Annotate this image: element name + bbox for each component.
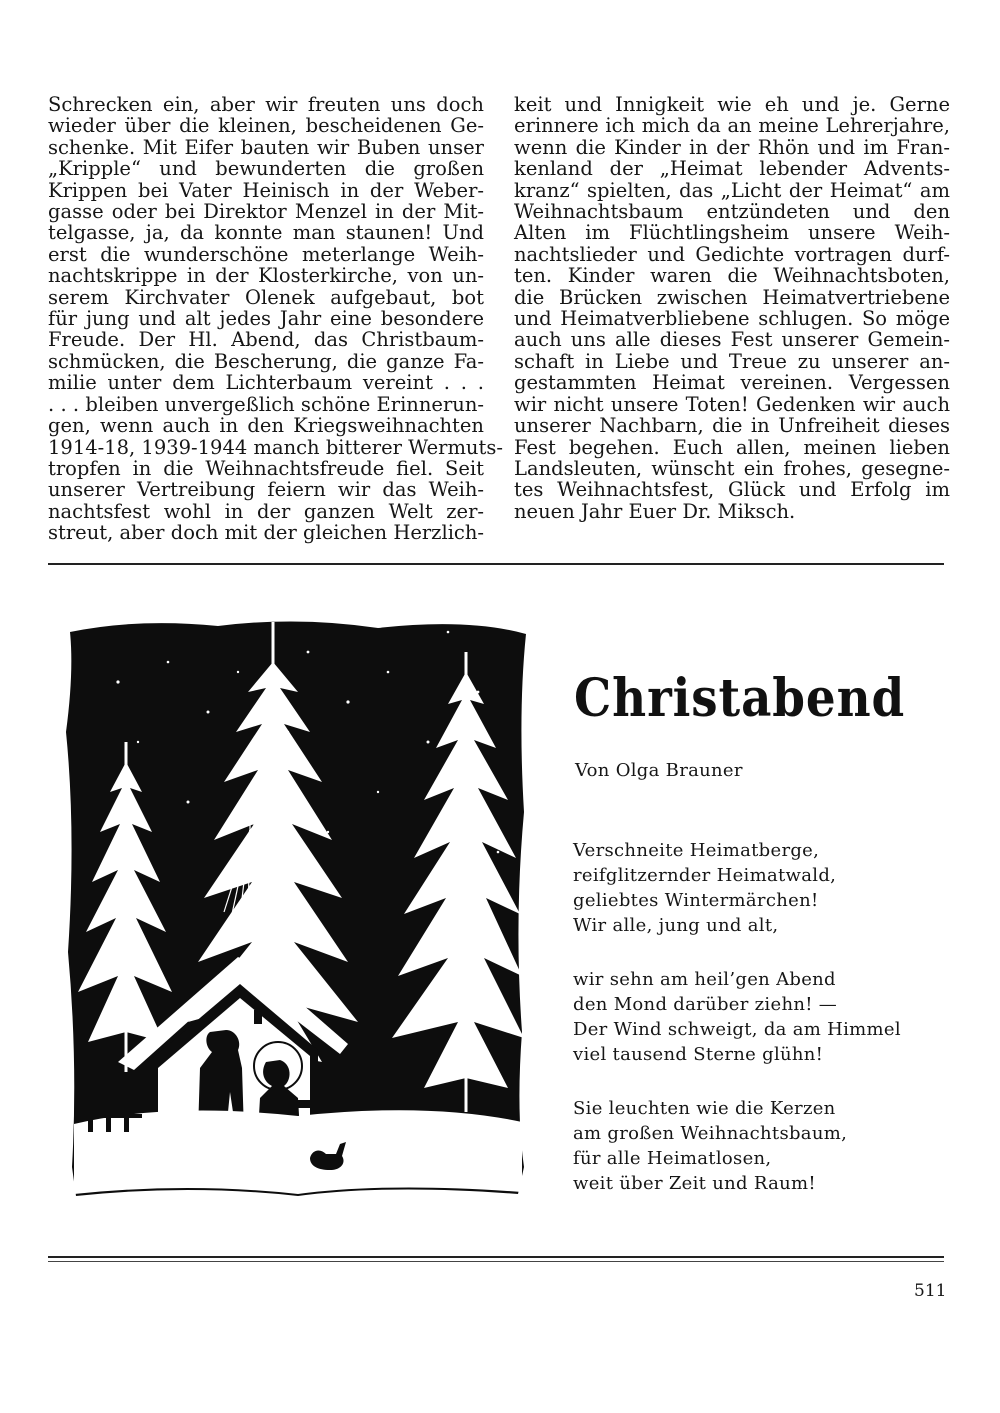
text-line: erinnere ich mich da an meine Lehrerjahre,	[514, 114, 950, 138]
text-line: nachtskrippe in der Klosterkirche, von un-	[48, 264, 484, 288]
poem-stanza	[573, 838, 836, 938]
text-line: auch uns alle dieses Fest unserer Gemein-	[514, 328, 950, 352]
text-line: die Brücken zwischen Heimatvertriebene	[514, 285, 950, 309]
poem-line: am großen Weihnachtsbaum,	[573, 1123, 848, 1144]
text-line: unserer Vertreibung feiern wir das Weih-	[48, 478, 484, 502]
bottom-divider	[48, 1256, 944, 1258]
snow-ground	[74, 1110, 522, 1194]
article-left-column	[48, 93, 503, 545]
text-line: milie unter dem Lichterbaum vereint . . .	[48, 371, 484, 395]
text-line: wir nicht unsere Toten! Gedenken wir auch	[514, 392, 950, 416]
nativity-silhouette-icon	[48, 592, 548, 1212]
text-line: gasse oder bei Direktor Menzel in der Mit-	[48, 200, 484, 224]
poem-line: weit über Zeit und Raum!	[573, 1173, 816, 1194]
text-line: keit und Innigkeit wie eh und je. Gerne	[514, 93, 950, 116]
text-line: Alten im Flüchtlingsheim unsere Weih-	[514, 221, 950, 245]
text-line: tes Weihnachtsfest, Glück und Erfolg im	[514, 478, 950, 502]
text-line: telgasse, ja, da konnte man staunen! Und	[48, 221, 484, 245]
text-line: neuen Jahr Euer Dr. Miksch.	[514, 499, 796, 523]
text-line: unserer Nachbarn, die in Unfreiheit dieses	[514, 414, 950, 438]
poem-line: Verschneite Heimatberge,	[573, 840, 820, 861]
text-line: nachtsfest wohl in der ganzen Welt zer-	[48, 499, 484, 523]
poem-stanza	[573, 967, 901, 1067]
text-line: wieder über die kleinen, bescheidenen Ge-	[48, 114, 484, 138]
text-line: tropfen in die Weihnachtsfreude fiel. Seit	[48, 456, 484, 480]
text-line: Weihnachtsbaum entzündeten und den	[514, 200, 950, 224]
poem-title: Christabend	[574, 668, 906, 729]
text-line: und Heimatverbliebene schlugen. So möge	[514, 307, 950, 331]
text-line: . . . bleiben unvergeßlich schöne Erinnerun-	[48, 392, 484, 416]
text-line: gen, wenn auch in den Kriegsweihnachten	[48, 414, 484, 438]
text-line: erst die wunderschöne meterlange Weih-	[48, 242, 484, 266]
bottom-divider-thin	[48, 1261, 944, 1262]
poem-stanza	[573, 1096, 847, 1196]
text-line: Krippen bei Vater Heinisch in der Weber-	[48, 178, 484, 202]
poem-line: Der Wind schweigt, da am Himmel	[573, 1019, 901, 1040]
poem-line: reifglitzernder Heimatwald,	[573, 865, 837, 886]
text-line: schmücken, die Bescherung, die ganze Fa-	[48, 349, 484, 373]
text-line: streut, aber doch mit der gleichen Herzlich-	[48, 521, 484, 545]
text-line: kenland der „Heimat lebender Advents-	[514, 157, 950, 181]
text-line: ten. Kinder waren die Weihnachtsboten,	[514, 264, 950, 288]
poem-line: geliebtes Wintermärchen!	[573, 890, 819, 911]
poem-line: viel tausend Sterne glühn!	[573, 1044, 824, 1065]
text-line: Freude. Der Hl. Abend, das Christbaum-	[48, 328, 484, 352]
poem-author: Von Olga Brauner	[575, 760, 743, 781]
text-line: Landsleuten, wünscht ein frohes, gesegne-	[514, 456, 950, 480]
poem-line: wir sehn am heil’gen Abend	[573, 969, 836, 990]
text-line: schaft in Liebe und Treue zu unserer an-	[514, 349, 950, 373]
article-right-column	[514, 94, 950, 522]
text-line: „Kripple“ und bewunderten die großen	[48, 157, 484, 181]
poem-line: Wir alle, jung und alt,	[573, 915, 779, 936]
text-line: 1914-18, 1939-1944 manch bitterer Wermuts-	[48, 435, 503, 459]
text-line: kranz“ spielten, das „Licht der Heimat“ am	[514, 178, 950, 202]
text-line: Fest begehen. Euch allen, meinen lieben	[514, 435, 950, 459]
text-line: serem Kirchvater Olenek aufgebaut, bot	[48, 285, 484, 309]
text-line: schenke. Mit Eifer bauten wir Buben unser	[48, 135, 484, 159]
poem-line: für alle Heimatlosen,	[573, 1148, 772, 1169]
text-line: gestammten Heimat vereinen. Vergessen	[514, 371, 950, 395]
poem-line: Sie leuchten wie die Kerzen	[573, 1098, 836, 1119]
text-line: nachtslieder und Gedichte vortragen durf-	[514, 242, 950, 266]
page-number: 511	[914, 1281, 947, 1301]
text-line: Schrecken ein, aber wir freuten uns doch	[48, 93, 484, 116]
poem-line: den Mond darüber ziehn! —	[573, 994, 838, 1015]
text-line: für jung und alt jedes Jahr eine besondere	[48, 307, 484, 331]
text-line: wenn die Kinder in der Rhön und im Fran-	[514, 135, 950, 159]
top-divider	[48, 563, 944, 565]
